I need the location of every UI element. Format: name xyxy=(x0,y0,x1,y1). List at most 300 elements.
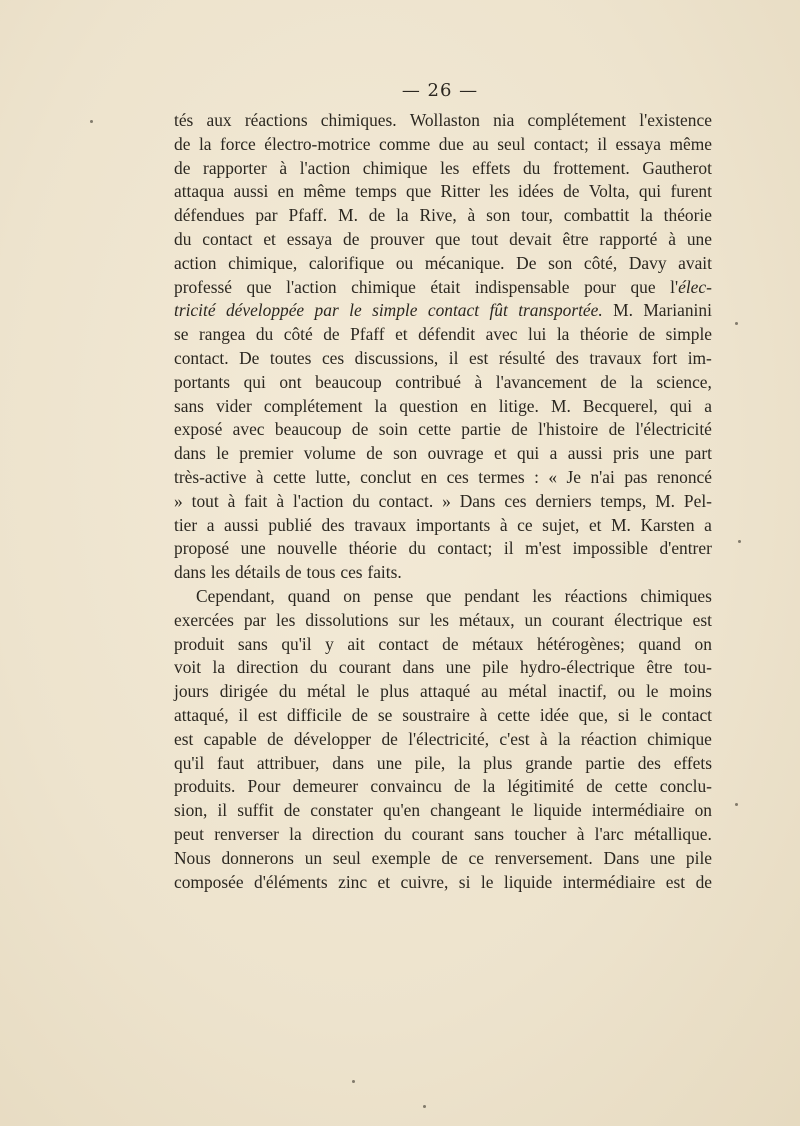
word: l'action xyxy=(299,157,351,178)
word: renverser xyxy=(214,823,279,844)
word: pense xyxy=(373,585,414,606)
word: du xyxy=(309,657,328,678)
word: plus xyxy=(483,752,513,773)
word: contact. xyxy=(174,347,229,368)
word: on xyxy=(343,585,361,606)
word: que xyxy=(246,276,272,297)
word: simple xyxy=(372,300,418,321)
word: courant xyxy=(551,609,605,630)
word: l'existence xyxy=(639,110,712,130)
word: Pel- xyxy=(683,490,712,511)
word: métaux, xyxy=(459,609,515,630)
word: la xyxy=(212,657,226,678)
word: produits. xyxy=(174,776,236,797)
word: est xyxy=(174,728,194,749)
word: fort xyxy=(652,347,678,368)
word: composée xyxy=(174,871,244,892)
text-line xyxy=(174,442,712,466)
word: conclu- xyxy=(659,776,712,797)
word: de xyxy=(267,728,284,749)
word: qu'il xyxy=(174,752,205,773)
text-line xyxy=(174,299,712,323)
word: essaya xyxy=(615,133,661,154)
word: Pfaff xyxy=(350,324,385,345)
word: intermédiaire xyxy=(591,800,685,821)
word: travaux xyxy=(589,347,642,368)
word: le xyxy=(356,681,370,702)
word: même xyxy=(303,181,346,202)
word: professé xyxy=(174,276,232,297)
word: aux xyxy=(206,110,232,130)
word: inactif, xyxy=(557,681,607,702)
word: défendues xyxy=(174,205,245,226)
word: ces xyxy=(321,347,345,368)
word: la xyxy=(374,395,388,416)
word: théorie xyxy=(348,538,397,559)
text-line xyxy=(174,395,712,419)
word: la xyxy=(640,205,653,226)
word: qu'en xyxy=(383,800,421,821)
word: M. xyxy=(613,300,633,321)
word: des xyxy=(637,752,661,773)
word: frottement. xyxy=(552,157,630,178)
word: métaux xyxy=(472,633,524,654)
word: il xyxy=(217,800,228,821)
word: dirigée xyxy=(219,681,268,702)
word: du xyxy=(522,157,541,178)
word: demeurer xyxy=(292,776,359,797)
word: M. xyxy=(611,514,631,535)
word: quand xyxy=(638,633,681,654)
text-line xyxy=(174,133,712,157)
word: métal xyxy=(508,681,548,702)
word: on xyxy=(694,800,712,821)
text-line xyxy=(174,490,712,514)
word: y xyxy=(325,633,334,654)
word: en xyxy=(420,466,438,487)
word: était xyxy=(430,276,461,297)
word: lutte, xyxy=(315,466,351,487)
word: l'avancement xyxy=(495,371,587,392)
word: à xyxy=(467,205,476,226)
word: sans xyxy=(474,823,505,844)
word: l'électricité, xyxy=(408,728,490,749)
word: être xyxy=(562,228,589,249)
word: et xyxy=(263,228,276,249)
word: devait xyxy=(509,228,552,249)
word: une xyxy=(649,443,675,464)
word: son xyxy=(486,205,511,226)
word: proposé xyxy=(174,538,230,559)
word: rapporté xyxy=(599,228,658,249)
word: si xyxy=(458,871,471,892)
word: peut xyxy=(174,823,204,844)
word: Becquerel, xyxy=(582,395,658,416)
word: le xyxy=(480,871,494,892)
word: question xyxy=(399,395,459,416)
word: développer xyxy=(293,728,372,749)
text-line xyxy=(174,680,712,704)
word: comme xyxy=(378,133,431,154)
word: les xyxy=(429,609,450,630)
word: sans xyxy=(174,395,204,416)
word: direction xyxy=(311,823,374,844)
word: courant xyxy=(411,823,464,844)
word: idées xyxy=(518,181,554,202)
word: de xyxy=(366,443,383,464)
word: Dans xyxy=(603,847,640,868)
word: la xyxy=(396,205,409,226)
word: cette xyxy=(418,419,451,440)
word: la xyxy=(289,823,302,844)
word: Volta, xyxy=(588,181,630,202)
word: à xyxy=(576,823,585,844)
word: les xyxy=(532,585,552,606)
word: cette xyxy=(497,704,531,725)
text-line xyxy=(174,109,712,133)
text-line xyxy=(174,609,712,633)
word: partie xyxy=(585,752,625,773)
word: la xyxy=(557,728,571,749)
word: le xyxy=(639,704,652,725)
word: fût xyxy=(489,300,508,321)
word: direction xyxy=(236,657,299,678)
text-line xyxy=(174,466,712,490)
word: liquide xyxy=(533,800,582,821)
word: défendit xyxy=(418,324,476,345)
word: grande xyxy=(525,752,573,773)
word: il xyxy=(597,133,608,154)
word: contribué xyxy=(395,371,461,392)
word: chimiques. xyxy=(320,110,397,130)
word: les xyxy=(440,157,460,178)
paper-speck xyxy=(423,1105,426,1108)
word: cette xyxy=(273,466,306,487)
word: fait xyxy=(244,490,268,511)
word: de xyxy=(323,324,340,345)
word: suffit xyxy=(237,800,274,821)
word: attaqué xyxy=(420,681,471,702)
word: est xyxy=(257,704,278,725)
word: le xyxy=(645,681,659,702)
word: de xyxy=(454,776,471,797)
word: Ritter xyxy=(440,181,481,202)
word: portants xyxy=(174,371,231,392)
word: et xyxy=(494,443,507,464)
word: l'électricité xyxy=(635,419,712,440)
word: de xyxy=(442,633,459,654)
word: une xyxy=(650,847,676,868)
word: jours xyxy=(174,681,209,702)
word: contact; xyxy=(437,538,493,559)
word: vider xyxy=(216,395,252,416)
word: due xyxy=(438,133,464,154)
word: » xyxy=(442,490,451,511)
word: seul xyxy=(497,133,526,154)
word: très-active xyxy=(174,466,247,487)
text-line xyxy=(174,276,712,300)
word: nouvelle xyxy=(277,538,338,559)
word: soustraire xyxy=(402,704,470,725)
word: à xyxy=(479,704,488,725)
word: hétérogènes; xyxy=(536,633,625,654)
word: de xyxy=(368,205,386,226)
word: attribuer, xyxy=(256,752,320,773)
word: travaux xyxy=(354,514,407,535)
word: la xyxy=(482,776,496,797)
word: seul xyxy=(332,847,361,868)
word: tou- xyxy=(683,657,712,678)
word: que xyxy=(406,181,432,202)
word: à xyxy=(539,728,548,749)
word: du xyxy=(384,823,402,844)
word: de xyxy=(351,704,369,725)
word: cette xyxy=(614,776,648,797)
word: d'éléments xyxy=(254,871,328,892)
word: impossible xyxy=(572,538,648,559)
word: publié xyxy=(268,514,312,535)
word: dans xyxy=(402,657,435,678)
word: de xyxy=(174,157,191,178)
word: une xyxy=(686,228,712,249)
word: ouvrage xyxy=(427,443,484,464)
word: temps xyxy=(355,181,397,202)
word: avec xyxy=(485,324,518,345)
word: termes xyxy=(478,466,525,487)
word: par xyxy=(255,205,278,226)
word: premier xyxy=(239,443,294,464)
text-line xyxy=(174,847,712,871)
word: et xyxy=(588,514,602,535)
word: de xyxy=(695,871,712,892)
word: toucher xyxy=(514,823,567,844)
word: la xyxy=(458,752,471,773)
word: essaya xyxy=(286,228,333,249)
word: attaqué, xyxy=(174,704,229,725)
word: sujet, xyxy=(542,514,580,535)
text-line xyxy=(174,704,712,728)
word: convaincu xyxy=(370,776,442,797)
word: Gautherot xyxy=(642,157,712,178)
word: Pour xyxy=(247,776,281,797)
word: idée xyxy=(539,704,569,725)
word: chimique xyxy=(351,276,416,297)
word: simple xyxy=(665,324,712,345)
word: pile xyxy=(482,657,509,678)
word: De xyxy=(239,347,260,368)
word: tricité xyxy=(174,300,216,321)
word: et xyxy=(377,871,391,892)
word: moins xyxy=(669,681,712,702)
word: Cependant, xyxy=(196,585,275,606)
word: rangea xyxy=(199,324,246,345)
text-line xyxy=(174,799,712,823)
word: métal xyxy=(307,681,346,702)
word: l'élec- xyxy=(670,276,712,297)
word: quand xyxy=(287,585,331,606)
word: avec xyxy=(232,419,265,440)
word: sur xyxy=(398,609,420,630)
word: en xyxy=(470,395,487,416)
word: qui xyxy=(243,371,266,392)
word: de xyxy=(174,133,191,154)
word: on xyxy=(694,633,712,654)
word: calorifique xyxy=(308,252,385,273)
word: un xyxy=(524,609,542,630)
word: métallique. xyxy=(634,823,712,844)
word: Dans xyxy=(459,490,496,511)
word: de xyxy=(608,419,625,440)
word: développée xyxy=(225,300,305,321)
word: à xyxy=(279,157,288,178)
word: de xyxy=(600,371,617,392)
word: tout xyxy=(191,490,219,511)
word: importants xyxy=(415,514,491,535)
word: courant xyxy=(338,657,391,678)
word: il xyxy=(448,347,459,368)
word: tous xyxy=(306,562,336,583)
word: réactions xyxy=(244,110,308,130)
word: attaqua xyxy=(174,181,225,202)
word: hydro-électrique xyxy=(519,657,635,678)
word: ces xyxy=(446,466,469,487)
word: capable xyxy=(203,728,257,749)
word: à xyxy=(474,371,483,392)
word: exemple xyxy=(371,847,431,868)
word: des xyxy=(321,514,345,535)
word: l'action xyxy=(286,276,337,297)
word: ait xyxy=(347,633,365,654)
word: pour xyxy=(584,276,616,297)
word: effets xyxy=(673,752,712,773)
word: à xyxy=(227,490,236,511)
word: pendant xyxy=(464,585,520,606)
word: aussi xyxy=(567,443,603,464)
word: a xyxy=(549,443,558,464)
word: est xyxy=(468,347,489,368)
word: difficile xyxy=(287,704,342,725)
word: M. xyxy=(550,395,571,416)
word: « xyxy=(548,466,558,487)
word: mécanique. xyxy=(424,252,505,273)
word: toutes xyxy=(269,347,312,368)
word: exposé xyxy=(174,419,223,440)
word: force xyxy=(220,133,256,154)
word: du xyxy=(352,490,370,511)
paper-speck xyxy=(90,120,93,123)
word: complétement xyxy=(527,110,627,130)
word: avait xyxy=(678,252,712,273)
word: il xyxy=(238,704,249,725)
word: pas xyxy=(624,466,648,487)
word: furent xyxy=(670,181,712,202)
word: une xyxy=(240,538,266,559)
word: aussi xyxy=(233,181,269,202)
paper-speck xyxy=(738,540,741,543)
word: contact; xyxy=(533,133,589,154)
word: ou xyxy=(395,252,414,273)
word: chimiques xyxy=(640,585,712,606)
word: réaction xyxy=(580,728,637,749)
word: le xyxy=(349,300,362,321)
text-line xyxy=(174,752,712,776)
text-line xyxy=(174,204,712,228)
word: tout xyxy=(471,228,499,249)
word: la xyxy=(556,324,570,345)
word: au xyxy=(481,681,498,702)
word: action xyxy=(174,252,217,273)
word: renversement. xyxy=(494,847,593,868)
word: dans xyxy=(174,443,206,464)
text-line xyxy=(174,347,712,371)
word: a xyxy=(206,514,215,535)
word: complétement xyxy=(263,395,363,416)
text-line xyxy=(174,728,712,752)
text-line xyxy=(174,775,712,799)
word: beaucoup xyxy=(274,419,342,440)
paper-speck xyxy=(735,322,738,325)
word: Karsten xyxy=(640,514,695,535)
word: dans xyxy=(174,562,206,583)
word: est xyxy=(692,609,712,630)
word: discussions, xyxy=(354,347,439,368)
word: transportée. xyxy=(518,300,603,321)
word: du xyxy=(255,324,274,345)
word: les xyxy=(210,562,231,583)
word: litige. xyxy=(498,395,539,416)
word: M. xyxy=(338,205,358,226)
word: le xyxy=(216,443,229,464)
text-line xyxy=(174,537,712,561)
word: à xyxy=(499,514,508,535)
text-line xyxy=(174,823,712,847)
word: qui xyxy=(669,395,693,416)
word: voit xyxy=(174,657,202,678)
word: prouver xyxy=(370,228,425,249)
word: une xyxy=(445,657,471,678)
word: renoncé xyxy=(656,466,712,487)
word: contact xyxy=(427,300,480,321)
text-line xyxy=(174,180,712,204)
word: électrique xyxy=(614,609,683,630)
word: qui xyxy=(638,181,662,202)
word: qui xyxy=(517,443,540,464)
word: les xyxy=(489,181,509,202)
word: Marianini xyxy=(643,300,712,321)
text-line xyxy=(174,157,712,181)
word: se xyxy=(174,324,189,345)
word: produit xyxy=(174,633,225,654)
word: im- xyxy=(687,347,712,368)
word: être xyxy=(646,657,673,678)
word: l'action xyxy=(292,490,344,511)
word: l'arc xyxy=(594,823,624,844)
word: contact. xyxy=(378,490,434,511)
word: exercées xyxy=(174,609,234,630)
text-line xyxy=(174,871,712,895)
word: indispensable xyxy=(474,276,570,297)
word: tour, xyxy=(521,205,553,226)
word: se xyxy=(377,704,393,725)
word: de xyxy=(638,324,656,345)
text-line xyxy=(174,561,712,585)
word: part xyxy=(684,443,712,464)
word: changeant xyxy=(430,800,501,821)
text-line xyxy=(174,633,712,657)
word: au xyxy=(472,133,489,154)
word: du xyxy=(278,681,297,702)
word: sion, xyxy=(174,800,208,821)
